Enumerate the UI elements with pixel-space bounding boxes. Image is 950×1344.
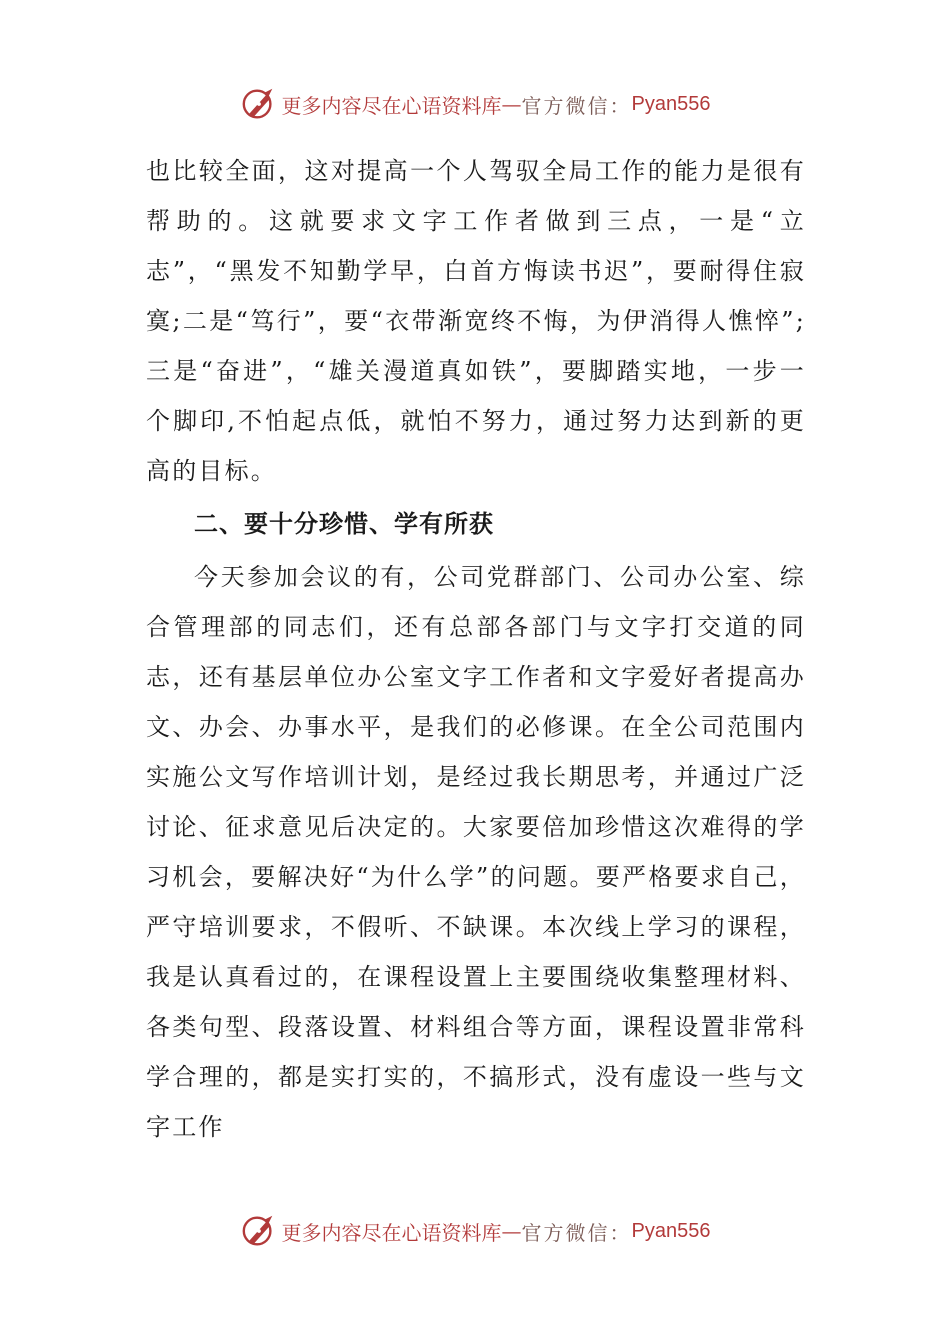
footer-dash: — [501,1219,522,1243]
header-banner [0,82,950,126]
paragraph-1: 也比较全面，这对提高一个人驾驭全局工作的能力是很有帮助的。这就要求文字工作者做到三点，一是“立志”，“黑发不知勤学早，白首方悔读书迟”，要耐得住寂寞;二是“笃行”，要“衣带渐宽终不悔，为伊消得人憔悴”;三是“奋进”，“雄关漫道真如铁”，要脚踏实地，一步一个脚印,不怕起点低，就怕不努力，通过努力达到新的更高的目标。 [146,157,806,485]
banner-wechat-label: 官方微信： [521,93,632,118]
footer-wechat-label: 官方微信： [521,1220,632,1245]
footer-banner [0,1209,950,1253]
document-body [146,146,806,1152]
banner-wechat-id: Pyan556 [631,92,711,115]
footer-site-text: 更多内容尽在心语资料库 [281,1220,502,1245]
section-heading-2: 二、要十分珍惜、学有所获 [194,509,494,538]
pen-nib-logo-icon [240,1212,278,1250]
banner-site-text: 更多内容尽在心语资料库 [281,93,502,118]
banner-dash: — [501,92,522,116]
footer-wechat-id: Pyan556 [631,1219,711,1242]
pen-nib-logo-icon [240,85,278,123]
paragraph-2: 今天参加会议的有，公司党群部门、公司办公室、综合管理部的同志们，还有总部各部门与文字打交道的同志，还有基层单位办公室文字工作者和文字爱好者提高办文、办会、办事水平，是我们的必修课。在全公司范围内实施公文写作培训计划，是经过我长期思考，并通过广泛讨论、征求意见后决定的。大家要倍加珍惜这次难得的学习机会，要解决好“为什么学”的问题。要严格要求自己，严守培训要求，不假听、不缺课。本次线上学习的课程，我是认真看过的，在课程设置上主要围绕收集整理材料、各类句型、段落设置、材料组合等方面，课程设置非常科学合理的，都是实打实的，不搞形式，没有虚设一些与文字工作 [146,563,806,1141]
